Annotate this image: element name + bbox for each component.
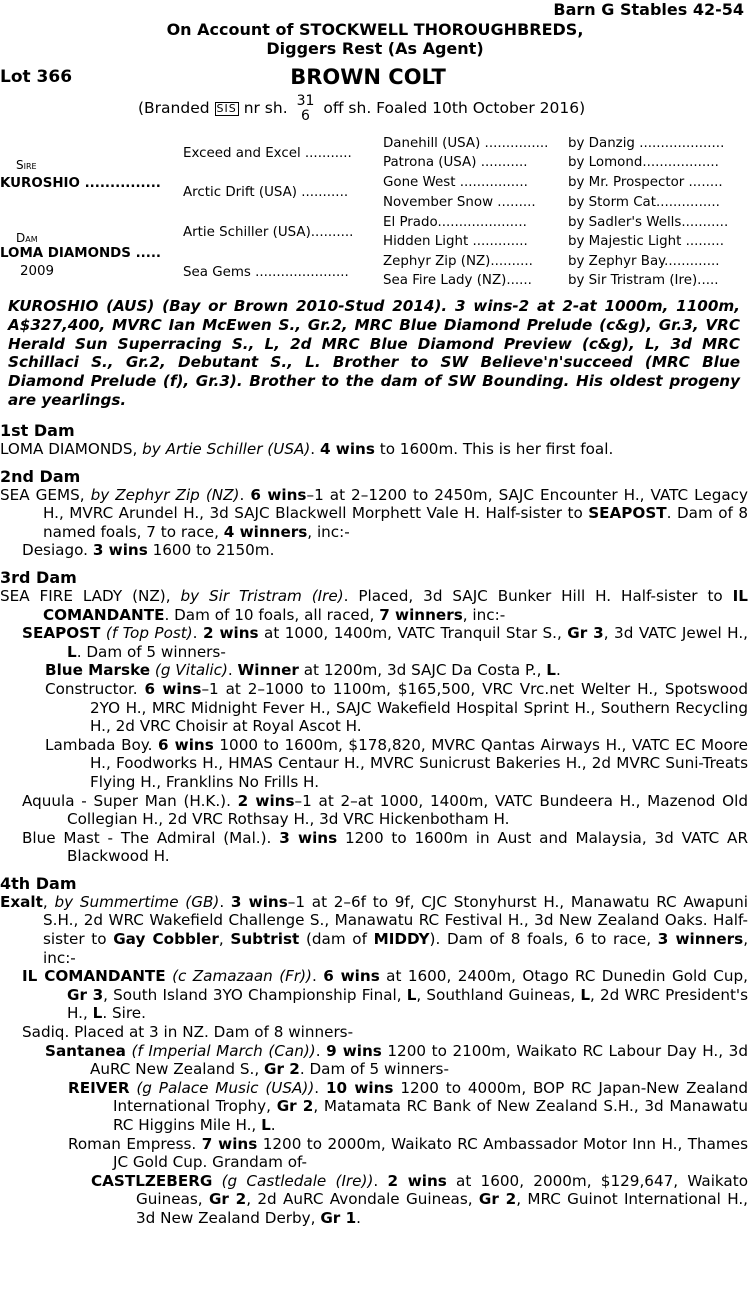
gg-8: Sea Fire Lady (NZ)...... <box>383 273 532 288</box>
sire-of-gg-1: by Danzig .................... <box>568 136 725 151</box>
text-run: Gr 1 <box>320 1208 357 1227</box>
frac-bot: 6 <box>301 107 310 124</box>
brand-logo: SIS <box>216 101 237 115</box>
sire-of-gg-7: by Zephyr Bay............. <box>568 254 720 269</box>
lot-number: Lot 366 <box>0 67 73 87</box>
progeny-constructor <box>0 680 748 736</box>
sire-of-gg-2: by Lomond.................. <box>568 155 719 170</box>
text-run: Constructor. <box>45 679 145 698</box>
text-run: Gay Cobbler <box>113 930 219 949</box>
text-run: , Matamata RC Bank of New Zealand S.H., 3d Manawatu RC Higgins Mile H., <box>113 1097 749 1134</box>
brand-fraction <box>297 94 315 124</box>
text-run: , <box>218 930 231 949</box>
text-run: Lambada Boy. <box>45 735 159 754</box>
sire-of-gg-3: by Mr. Prospector ........ <box>568 175 723 190</box>
fourth-dam-entry <box>0 893 748 967</box>
text-run: 7 wins <box>201 1134 258 1153</box>
text-run: . <box>310 440 320 458</box>
progeny-reiver <box>0 1079 748 1135</box>
text-run: 6 wins <box>144 679 202 698</box>
text-run: (dam of <box>299 930 374 949</box>
dam-label: Dam <box>16 231 38 245</box>
text-run: 2 wins <box>202 624 259 643</box>
text-run: Gr 2 <box>478 1190 517 1209</box>
progeny-lambada-boy <box>0 736 748 792</box>
progeny-sadiq <box>0 1023 748 1042</box>
text-run: 3 wins <box>279 828 338 847</box>
text-run: L <box>92 1004 103 1023</box>
text-run: at 1600, 2400m, Otago RC Dunedin Gold Cup, <box>379 967 748 986</box>
text-run: . <box>315 1041 327 1060</box>
text-run: Aquula - Super Man (H.K.). <box>22 791 238 810</box>
text-run: SEA FIRE LADY (NZ), <box>0 586 181 605</box>
frac-top: 31 <box>296 92 315 109</box>
text-run: . <box>373 1171 388 1190</box>
text-run: 1200 to 4000m, BOP RC Japan-New Zealand International Trophy, <box>113 1078 748 1116</box>
text-run: ). Dam of 8 foals, 6 to race, <box>429 930 658 949</box>
text-run: L <box>580 985 591 1004</box>
text-run: 4 wins <box>319 440 375 458</box>
sire-label: Sire <box>16 158 37 172</box>
catalogue-body <box>0 421 748 1228</box>
text-run: REIVER <box>68 1078 130 1097</box>
text-run: 2 wins <box>387 1171 447 1190</box>
text-run: Gr 2 <box>264 1060 300 1079</box>
text-run: L <box>546 661 556 680</box>
text-run: Gr 3 <box>567 624 604 643</box>
progeny-santanea <box>0 1042 748 1079</box>
text-run: , 3d VATC Jewel H., <box>603 624 748 643</box>
grandsire-1: Exceed and Excel ........... <box>183 146 352 161</box>
progeny-il-comandante <box>0 967 748 1023</box>
text-run: SEAPOST <box>22 624 101 643</box>
barn-location: Barn G Stables 42-54 <box>553 0 744 19</box>
text-run: IL COMANDANTE <box>43 586 748 624</box>
text-run: , inc:- <box>43 930 749 967</box>
text-run: at 1000, 1400m, VATC Tranquil Star S., <box>258 624 568 643</box>
text-run: , 2d WRC President's H., <box>67 985 749 1023</box>
text-run: by Zephyr Zip (NZ) <box>90 485 240 504</box>
text-run: (g Castledale (Ire)) <box>212 1171 374 1190</box>
text-run: Gr 2 <box>208 1190 247 1209</box>
progeny-seapost <box>0 624 748 661</box>
text-run: Blue Mast - The Admiral (Mal.). <box>22 828 280 847</box>
text-run: 6 wins <box>323 967 380 986</box>
text-run: 3 wins <box>92 541 148 560</box>
sire-name: KUROSHIO ............... <box>0 176 161 191</box>
text-run: . Sire. <box>102 1004 146 1023</box>
text-run: . <box>227 661 238 680</box>
text-run: L <box>261 1116 271 1134</box>
text-run: Gr 2 <box>276 1097 314 1116</box>
gg-5: El Prado..................... <box>383 215 527 230</box>
text-run: –1 at 2–6f to 9f, CJC Stonyhurst H., Manawatu RC Awapuni S.H., 2d WRC Wakefield Challenge S., Manawatu RC Festival H., 3d New Zealand Oaks. Half-sister to <box>43 892 748 949</box>
third-dam-entry <box>0 587 748 624</box>
text-run: . <box>192 624 203 643</box>
text-run: –1 at 2–1200 to 2450m, SAJC Encounter H., VATC Legacy H., MVRC Arundel H., 3d SAJC Blackwell Morphett Vale H. Half-sister to <box>43 485 748 523</box>
section-1st-dam: 1st Dam <box>0 421 75 440</box>
text-run: 1200 to 2000m, Waikato RC Ambassador Motor Inn H., Thames JC Gold Cup. Grandam of- <box>113 1134 748 1172</box>
text-run: at 1600, 2000m, $129,647, Waikato Guineas, <box>136 1171 748 1209</box>
text-run: . <box>239 485 251 504</box>
text-run: Exalt <box>0 892 43 911</box>
text-run: by Summertime (GB) <box>54 892 220 911</box>
sire-of-gg-5: by Sadler's Wells........... <box>568 215 729 230</box>
text-run: . <box>555 661 561 680</box>
text-run: (g Vitalic) <box>150 661 228 680</box>
brand-mid: nr sh. <box>243 99 288 117</box>
text-run: , inc:- <box>307 522 350 541</box>
text-run: 6 wins <box>158 735 214 754</box>
text-run: IL COMANDANTE <box>22 967 166 986</box>
second-dam-entry <box>0 486 748 542</box>
gg-7: Zephyr Zip (NZ).......... <box>383 254 533 269</box>
text-run: MIDDY <box>373 930 430 949</box>
text-run: (f Imperial March (Can)) <box>125 1041 316 1060</box>
text-run: Subtrist <box>230 930 300 949</box>
text-run: L <box>406 985 417 1004</box>
text-run: 2 wins <box>237 791 295 810</box>
text-run: L <box>67 642 77 661</box>
text-run: Sadiq. Placed at 3 in NZ. Dam of 8 winners- <box>22 1023 354 1042</box>
text-run: 7 winners <box>379 605 463 624</box>
text-run: –1 at 2–at 1000, 1400m, VATC Bundeera H., Mazenod Old Collegian H., 2d VRC Rothsay H., 3d VRC Hickenbotham H. <box>67 791 748 829</box>
progeny-blue-marske <box>0 661 748 680</box>
grandsire-2: Arctic Drift (USA) ........... <box>183 185 349 200</box>
brand-post: off sh. Foaled 10th October 2016) <box>323 99 586 117</box>
gg-6: Hidden Light ............. <box>383 234 528 249</box>
text-run: Desiago. <box>22 541 93 560</box>
first-dam-entry <box>0 440 748 459</box>
gg-1: Danehill (USA) ............... <box>383 136 549 151</box>
text-run: , Southland Guineas, <box>416 985 581 1004</box>
sire-of-gg-4: by Storm Cat............... <box>568 195 720 210</box>
text-run: . <box>314 1078 326 1097</box>
text-run: , 2d AuRC Avondale Guineas, <box>246 1190 479 1209</box>
text-run: 9 wins <box>326 1041 382 1060</box>
text-run: Santanea <box>45 1041 126 1060</box>
progeny-aquula <box>0 792 748 829</box>
gg-4: November Snow ......... <box>383 195 536 210</box>
text-run: CASTLZEBERG <box>91 1171 213 1190</box>
text-run: 3 winners <box>657 930 744 949</box>
text-run: (f Top Post) <box>100 624 193 643</box>
text-run: by Artie Schiller (USA) <box>142 440 311 458</box>
text-run: by Sir Tristram (Ire) <box>180 586 344 605</box>
text-run: SEAPOST <box>588 504 667 523</box>
dam-year: 2009 <box>20 264 55 279</box>
text-run: . <box>311 967 324 986</box>
text-run: . <box>270 1116 276 1134</box>
brand-line <box>138 92 585 124</box>
text-run: Winner <box>237 661 299 680</box>
gg-3: Gone West ................ <box>383 175 528 190</box>
text-run: , South Island 3YO Championship Final, <box>103 985 407 1004</box>
text-run: 1000 to 1600m, $178,820, MVRC Qantas Airways H., VATC EC Moore H., Foodworks H., HMAS Centaur H., MVRC Sunicrust Bakeries H., 2d MVRC Suni-Treats Flying H., Franklins No Frills H. <box>90 735 748 791</box>
text-run: . Dam of 8 named foals, 7 to race, <box>43 504 748 541</box>
section-2nd-dam: 2nd Dam <box>0 466 81 486</box>
grandsire-4: Sea Gems ...................... <box>183 265 349 280</box>
sire-of-gg-6: by Majestic Light ......... <box>568 234 724 249</box>
vendor-account: On Account of STOCKWELL THOROUGHBREDS, <box>166 20 584 39</box>
text-run: at 1200m, 3d SAJC Da Costa P., <box>298 661 547 680</box>
progeny-desiago <box>0 541 748 560</box>
text-run: 1200 to 2100m, Waikato RC Labour Day H., 3d AuRC New Zealand S., <box>90 1041 748 1079</box>
text-run: , MRC Guinot International H., 3d New Zealand Derby, <box>136 1190 749 1227</box>
text-run: Roman Empress. <box>68 1134 202 1153</box>
text-run: (g Palace Music (USA)) <box>129 1078 315 1097</box>
text-run: 4 winners <box>223 522 308 541</box>
text-run: SEA GEMS, <box>0 485 91 504</box>
text-run: , inc:- <box>462 605 506 624</box>
progeny-castlzeberg <box>0 1172 748 1228</box>
section-3rd-dam: 3rd Dam <box>0 567 77 587</box>
text-run: 6 wins <box>250 485 307 504</box>
section-4th-dam: 4th Dam <box>0 873 77 893</box>
progeny-roman-empress <box>0 1135 748 1172</box>
text-run: . Placed, 3d SAJC Bunker Hill H. Half-sister to <box>343 586 733 605</box>
brand-pre: (Branded <box>138 99 210 117</box>
text-run: –1 at 2–1000 to 1100m, $165,500, VRC Vrc.net Welter H., Spotswood 2YO H., MRC Midnight Fever H., SAJC Wakefield Hospital Sprint H., Southern Recycling H., 2d VRC Choisir at Royal Ascot H. <box>90 679 748 736</box>
text-run: Blue Marske <box>45 661 151 680</box>
text-run: . Dam of 5 winners- <box>299 1060 449 1079</box>
dam-name: LOMA DIAMONDS ..... <box>0 246 162 261</box>
sire-of-gg-8: by Sir Tristram (Ire)..... <box>568 273 719 288</box>
gg-2: Patrona (USA) ........... <box>383 155 528 170</box>
text-run: 10 wins <box>325 1078 394 1097</box>
progeny-blue-mast <box>0 829 748 866</box>
vendor-agent: Diggers Rest (As Agent) <box>266 39 484 58</box>
lot-title: BROWN COLT <box>290 65 446 89</box>
text-run: 3 wins <box>230 892 288 911</box>
text-run: . Dam of 5 winners- <box>76 642 226 661</box>
grandsire-3: Artie Schiller (USA).......... <box>183 225 354 240</box>
text-run: LOMA DIAMONDS, <box>0 440 143 458</box>
text-run: . <box>219 892 231 911</box>
text-run: , <box>42 892 55 911</box>
text-run: (c Zamazaan (Fr)) <box>165 967 312 986</box>
text-run: . Dam of 10 foals, all raced, <box>164 605 380 624</box>
text-run: . <box>356 1208 361 1227</box>
sire-note: KUROSHIO (AUS) (Bay or Brown 2010-Stud 2014). 3 wins-2 at 2-at 1000m, 1100m, A$327,400, MVRC Ian McEwen S., Gr.2, MRC Blue Diamond Prelude (c&g), Gr.3, VRC Herald Sun Superracing S., L, 2d MRC Blue Diamond Preview (c&g), L, 3d MRC Schillaci S., Gr.2, Debutant S., L. Brother to SW Believe'n'succeed (MRC Blue Diamond Prelude (f), Gr.3). Brother to the dam of SW Bounding. His oldest progeny are yearlings. <box>8 297 740 409</box>
text-run: 1200 to 1600m in Aust and Malaysia, 3d VATC AR Blackwood H. <box>67 828 748 866</box>
text-run: 1600 to 2150m. <box>147 541 275 560</box>
text-run: Gr 3 <box>67 985 104 1004</box>
text-run: to 1600m. This is her first foal. <box>374 440 614 458</box>
